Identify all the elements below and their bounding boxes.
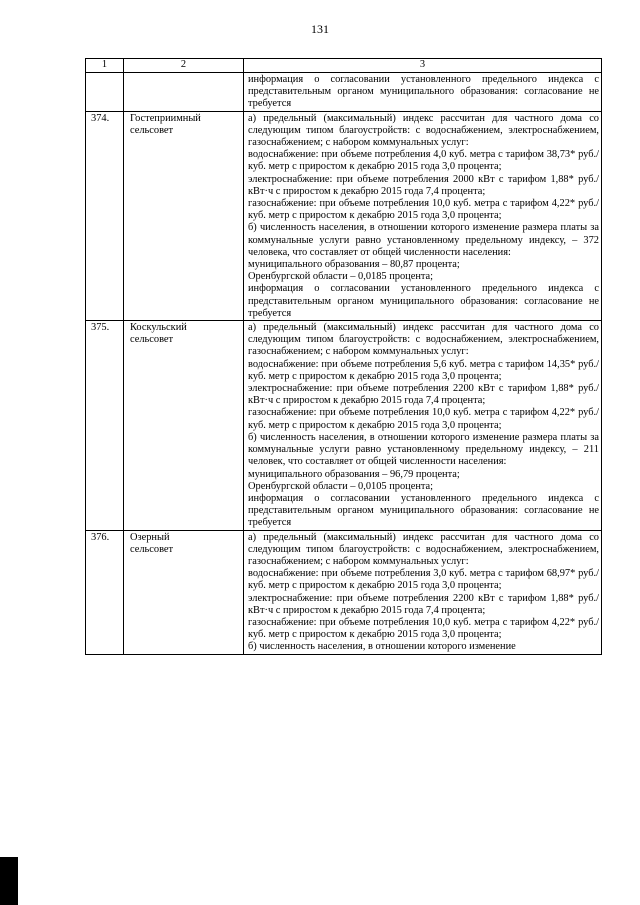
municipality-name-line: Гостеприимный [130, 112, 201, 124]
description-paragraph: газоснабжение: при объеме потребления 10,0 куб. метра с тарифом 4,22* руб./куб. метр с приростом к декабрю 2015 года 3,0 процента; [248, 198, 599, 222]
municipality-name [124, 73, 244, 112]
column-header-3: 3 [244, 59, 602, 73]
description-paragraph: б) численность населения, в отношении которого изменение размера платы за коммунальные услуги равно установленному предельному индексу, – 372 человека, что составляет от общей численности населения: [248, 222, 599, 258]
index-description [244, 321, 602, 530]
description-paragraph: Оренбургской области – 0,0185 процента; [248, 271, 434, 283]
description-paragraph: Оренбургской области – 0,0105 процента; [248, 480, 434, 492]
municipality-name [124, 530, 244, 654]
description-paragraph: водоснабжение: при объеме потребления 4,0 куб. метра с тарифом 38,73* руб./куб. метр с приростом к декабрю 2015 года 3,0 процента; [248, 149, 599, 173]
description-paragraph: муниципального образования – 96,79 процента; [248, 468, 460, 480]
description-paragraph: электроснабжение: при объеме потребления 2200 кВт с тарифом 1,88* руб./кВт·ч с приростом к декабрю 2015 года 7,4 процента; [248, 383, 599, 407]
description-paragraph: информация о согласовании установленного предельного индекса с представительным органом муниципального образования: согласование не требуется [248, 283, 599, 319]
description-paragraph: электроснабжение: при объеме потребления 2200 кВт с тарифом 1,88* руб./кВт·ч с приростом к декабрю 2015 года 7,4 процента; [248, 592, 599, 616]
description-paragraph: газоснабжение: при объеме потребления 10,0 куб. метра с тарифом 4,22* руб./куб. метр с приростом к декабрю 2015 года 3,0 процента; [248, 616, 599, 641]
index-description [244, 73, 602, 112]
description-paragraph: водоснабжение: при объеме потребления 3,0 куб. метра с тарифом 68,97* руб./куб. метр с приростом к декабрю 2015 года 3,0 процента; [248, 568, 599, 592]
description-paragraph: информация о согласовании установленного предельного индекса с представительным органом муниципального образования: согласование не требуется [248, 492, 599, 529]
description-paragraph: информация о согласовании установленного предельного индекса с представительным органом муниципального образования: согласование не требуется [248, 74, 599, 110]
row-number: 376. [86, 530, 124, 654]
municipality-name-line: сельсовет [130, 543, 174, 555]
description-paragraph: а) предельный (максимальный) индекс рассчитан для частного дома со следующим типом благоустройств: с водоснабжением, электроснабжением, газоснабжением; с набором коммунальных услуг: [248, 531, 599, 567]
description-paragraph: б) численность населения, в отношении которого изменение размера платы за коммунальные услуги равно установленному предельному индексу, – 211 человек, что составляет от общей численности населения: [248, 431, 599, 468]
municipality-name [124, 321, 244, 530]
table-row [86, 111, 602, 320]
description-paragraph: электроснабжение: при объеме потребления 2000 кВт с тарифом 1,88* руб./кВт·ч с приростом к декабрю 2015 года 7,4 процента; [248, 173, 599, 197]
row-number: 375. [86, 321, 124, 530]
municipality-name [124, 111, 244, 320]
row-number [86, 73, 124, 112]
description-paragraph: а) предельный (максимальный) индекс рассчитан для частного дома со следующим типом благоустройств: с водоснабжением, электроснабжением, газоснабжением; с набором коммунальных услуг: [248, 112, 599, 149]
table-row [86, 530, 602, 654]
description-paragraph: б) численность населения, в отношении которого изменение [248, 641, 516, 653]
description-paragraph: а) предельный (максимальный) индекс рассчитан для частного дома со следующим типом благоустройств: с водоснабжением, электроснабжением, газоснабжением; с набором коммунальных услуг: [248, 322, 599, 358]
index-description [244, 530, 602, 654]
description-paragraph: водоснабжение: при объеме потребления 5,6 куб. метра с тарифом 14,35* руб./куб. метр с приростом к декабрю 2015 года 3,0 процента; [248, 358, 599, 382]
row-number: 374. [86, 111, 124, 320]
municipality-name-line: сельсовет [130, 124, 174, 136]
page-number: 131 [311, 22, 329, 36]
municipality-name-line: Озерный [130, 531, 170, 543]
municipality-name-line: Коскульский [130, 322, 187, 334]
description-paragraph: газоснабжение: при объеме потребления 10,0 куб. метра с тарифом 4,22* руб./куб. метр с приростом к декабрю 2015 года 3,0 процента; [248, 407, 599, 431]
table-row [86, 321, 602, 530]
scan-edge-bar [0, 857, 18, 905]
table-row [86, 73, 602, 112]
description-paragraph: муниципального образования – 80,87 процента; [248, 259, 460, 271]
document-table [85, 58, 602, 655]
table-header-row [86, 59, 602, 73]
index-description [244, 111, 602, 320]
table-body [86, 73, 602, 655]
column-header-2: 2 [124, 59, 244, 73]
column-header-1: 1 [86, 59, 124, 73]
municipality-name-line: сельсовет [130, 334, 174, 346]
